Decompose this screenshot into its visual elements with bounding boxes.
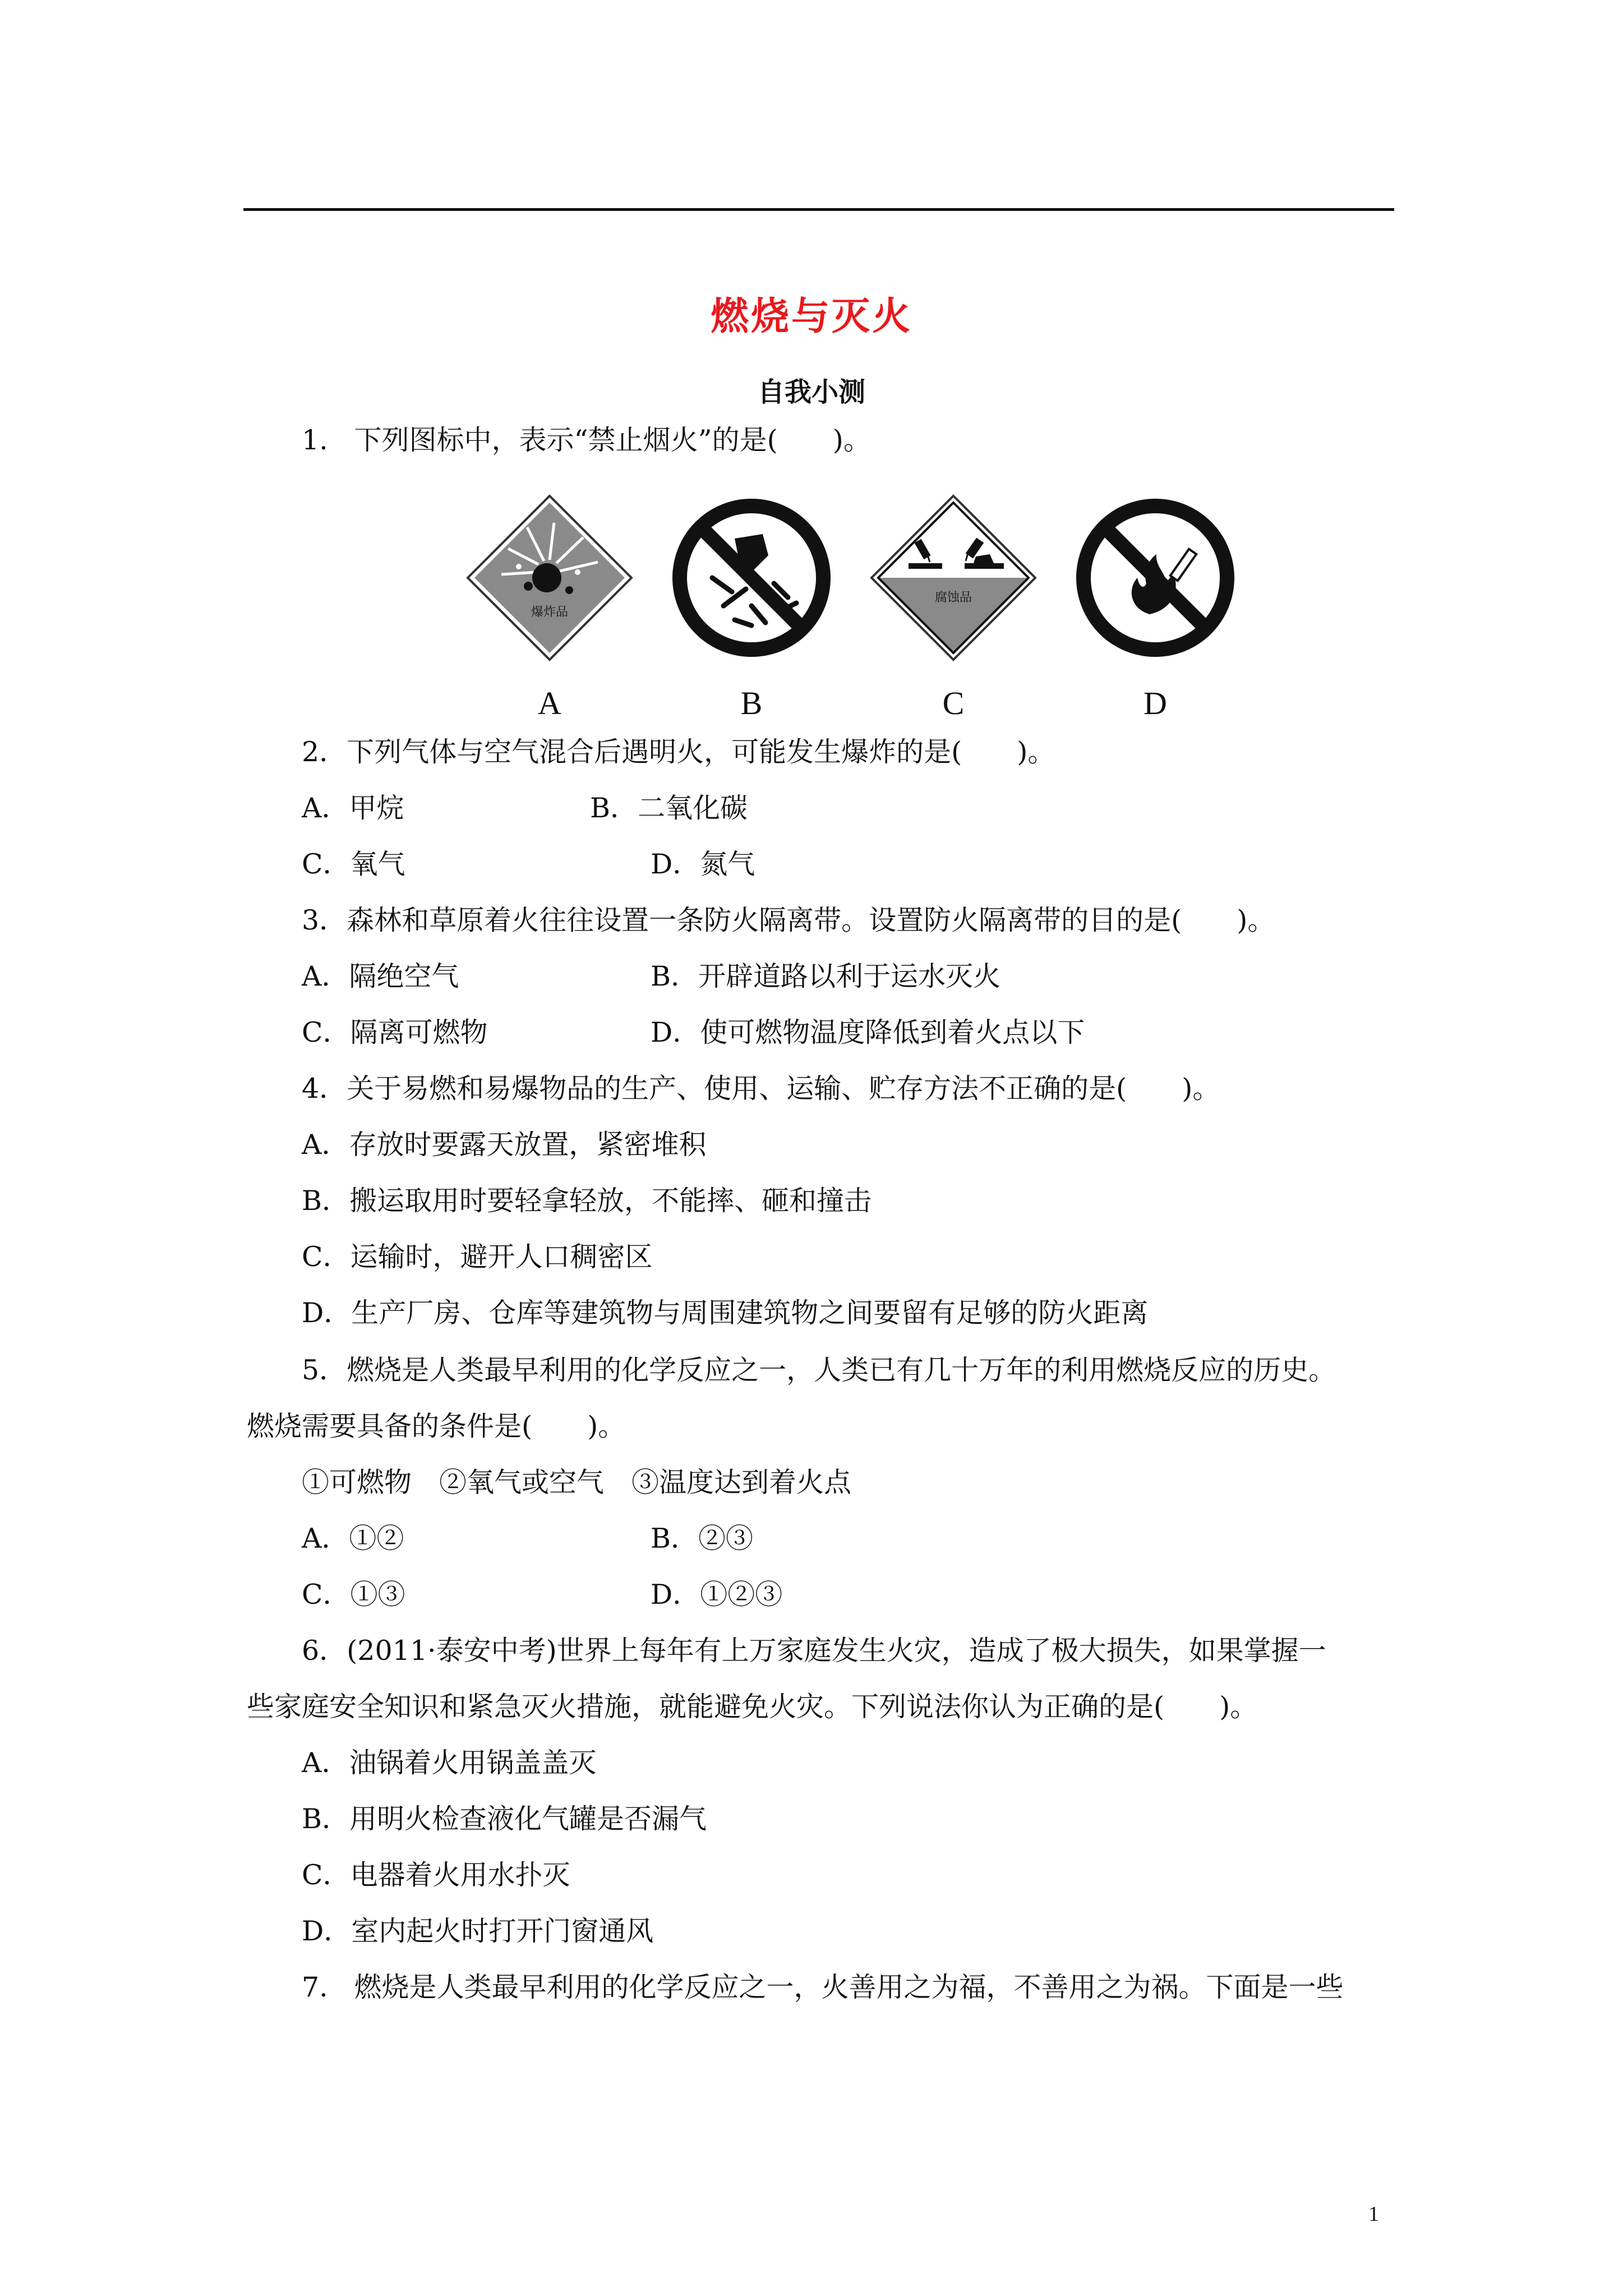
no-fireworks-sign-icon (667, 494, 836, 662)
question-5-text-line1: 5．燃烧是人类最早利用的化学反应之一，人类已有几十万年的利用燃烧反应的历史。 (302, 1354, 1336, 1386)
question-4-option-c: C．运输时，避开人口稠密区 (302, 1241, 653, 1273)
no-open-flame-sign-icon (1071, 494, 1239, 662)
question-1-icons (465, 494, 1239, 729)
header-rule (243, 208, 1394, 211)
question-4-option-a: A．存放时要露天放置，紧密堆积 (302, 1129, 707, 1161)
section-subtitle: 自我小测 (757, 376, 865, 408)
option-b-label: B (740, 685, 763, 721)
question-3-text: 3．森林和草原着火往往设置一条防火隔离带。设置防火隔离带的目的是( )。 (302, 904, 1275, 936)
svg-text:腐蚀品: 腐蚀品 (934, 591, 972, 605)
question-2-option-d: D．氮气 (651, 848, 755, 880)
page-title: 燃烧与灭火 (710, 294, 912, 339)
question-4-text: 4．关于易燃和易爆物品的生产、使用、运输、贮存方法不正确的是( )。 (302, 1073, 1220, 1105)
svg-text:爆炸品: 爆炸品 (531, 605, 569, 619)
question-6-text-line2: 些家庭安全知识和紧急灭火措施，就能避免火灾。下列说法你认为正确的是( )。 (247, 1691, 1258, 1723)
question-4-option-d: D．生产厂房、仓库等建筑物与周围建筑物之间要留有足够的防火距离 (302, 1297, 1149, 1329)
question-2-option-a: A．甲烷 (302, 792, 404, 824)
question-3-option-c: C．隔离可燃物 (302, 1016, 488, 1048)
question-7-text-line1: 7. 燃烧是人类最早利用的化学反应之一，火善用之为福，不善用之为祸。下面是一些 (302, 1971, 1344, 2003)
question-5-option-a: A．①② (302, 1522, 404, 1554)
page-number: 1 (1368, 2202, 1379, 2226)
option-a-label: A (538, 685, 561, 721)
question-5-option-c: C．①③ (302, 1579, 405, 1611)
question-5-text-line2: 燃烧需要具备的条件是( )。 (247, 1410, 626, 1442)
explosive-sign-icon (465, 494, 634, 662)
question-2-option-c: C．氧气 (302, 848, 405, 880)
option-c-label: C (942, 685, 965, 721)
question-5-option-b: B．②③ (651, 1522, 754, 1554)
corrosive-sign-icon (869, 494, 1038, 662)
question-6-text-line1: 6．(2011·泰安中考)世界上每年有上万家庭发生火灾，造成了极大损失，如果掌握一 (302, 1635, 1326, 1667)
question-6-option-d: D．室内起火时打开门窗通风 (302, 1915, 654, 1947)
question-6-option-b: B．用明火检查液化气罐是否漏气 (302, 1803, 707, 1835)
question-1-text: 1. 下列图标中，表示“禁止烟火”的是( )。 (302, 424, 871, 456)
question-5-option-d: D．①②③ (651, 1579, 783, 1611)
question-3-option-d: D．使可燃物温度降低到着火点以下 (651, 1016, 1085, 1048)
question-6-option-a: A．油锅着火用锅盖盖灭 (302, 1747, 597, 1779)
question-2-text: 2．下列气体与空气混合后遇明火，可能发生爆炸的是( )。 (302, 736, 1055, 768)
question-3-option-b: B．开辟道路以利于运水灭火 (651, 960, 1001, 992)
question-2-option-b: B．二氧化碳 (590, 792, 748, 824)
question-6-option-c: C．电器着火用水扑灭 (302, 1859, 570, 1891)
question-5-conditions: ①可燃物 ②氧气或空气 ③温度达到着火点 (302, 1466, 852, 1498)
question-4-option-b: B．搬运取用时要轻拿轻放，不能摔、砸和撞击 (302, 1185, 872, 1217)
option-d-label: D (1144, 685, 1167, 721)
question-3-option-a: A．隔绝空气 (302, 960, 459, 992)
